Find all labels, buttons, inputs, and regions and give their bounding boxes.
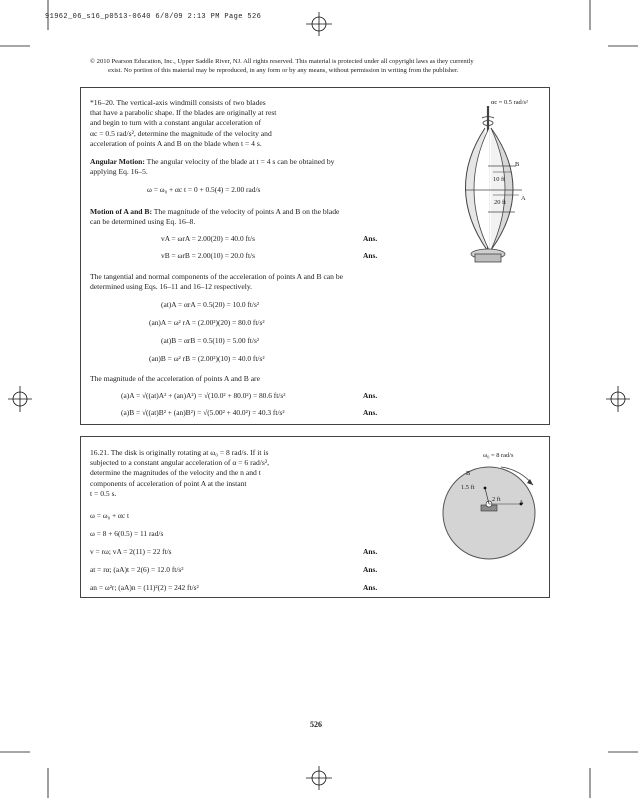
equation-vB: vB = ωrB = 2.00(10) = 20.0 ft/s (161, 251, 255, 260)
point-b-label: B (466, 470, 471, 477)
equation-anA: (an)A = ω² rA = (2.00²)(20) = 80.0 ft/s² (149, 318, 265, 327)
equation-atB: (at)B = αrB = 0.5(10) = 5.00 ft/s² (161, 336, 260, 345)
dimension-1-5ft: 1.5 ft (461, 484, 475, 491)
tangential-normal-paragraph (90, 272, 343, 292)
equation-omega: ω = ω₀ + αc t = 0 + 0.5(4) = 2.00 rad/s (147, 185, 261, 194)
angular-motion-heading: Angular Motion: (90, 157, 145, 166)
statement-line: *16–20. The vertical-axis windmill consists of two blades (90, 98, 266, 107)
answer-label: Ans. (363, 251, 378, 260)
statement-line: acceleration of points A and B on the blade when t = 4 s. (90, 138, 262, 148)
equation-anB: (an)B = ω² rB = (2.00²)(10) = 40.0 ft/s² (149, 354, 265, 363)
tangential-text-2: determined using Eqs. 16–11 and 16–12 respectively. (90, 282, 253, 292)
windmill-figure (443, 94, 547, 284)
copyright-line-2: exist. No portion of this material may be reproduced, in any form or by any means, without permission in writing from the publisher. (108, 67, 459, 74)
dimension-10ft: 10 ft (493, 176, 505, 183)
answer-label: Ans. (363, 408, 378, 417)
answer-label: Ans. (363, 583, 378, 592)
alpha-label: αc = 0.5 rad/s² (491, 99, 528, 106)
print-slug: 91962_06_s16_p0513-0640 6/8/09 2:13 PM Page 526 (45, 13, 262, 21)
point-b-label: B (515, 161, 520, 168)
statement-line: 16.21. The disk is originally rotating at ω₀ = 8 rad/s. If it is (90, 448, 269, 457)
equation-1: ω = ω₀ + αc t (90, 511, 130, 520)
equation-aB: (a)B = √((at)B² + (an)B²) = √(5.00² + 40.0²) = 40.3 ft/s² (121, 408, 285, 417)
equation-vA: vA = ωrA = 2.00(20) = 40.0 ft/s (161, 234, 255, 243)
point-a-label: A (519, 499, 524, 506)
statement-line: determine the magnitudes of the velocity and the n and t (90, 468, 261, 478)
equation-aA: (a)A = √((at)A² + (an)A²) = √(10.0² + 80.0²) = 80.6 ft/s² (121, 391, 286, 400)
page-number: 526 (310, 720, 322, 729)
motion-ab-paragraph (90, 207, 339, 227)
dimension-2ft: 2 ft (492, 496, 501, 503)
angular-motion-paragraph (90, 157, 334, 177)
statement-line: subjected to a constant angular acceleration of α = 6 rad/s², (90, 458, 270, 468)
problem-16-21-panel (80, 436, 550, 598)
equation-3: v = rω; vA = 2(11) = 22 ft/s (90, 547, 172, 556)
equation-5: an = ω²r; (aA)n = (11)²(2) = 242 ft/s² (90, 583, 199, 592)
angular-motion-text-2: applying Eq. 16–5. (90, 167, 148, 177)
omega-label: ω₀ = 8 rad/s (483, 452, 514, 459)
angular-motion-text: The angular velocity of the blade at t = 4 s can be obtained by (144, 157, 335, 166)
statement-line: t = 0.5 s. (90, 488, 117, 498)
problem-statement (90, 98, 276, 149)
answer-label: Ans. (363, 565, 378, 574)
statement-line: and begin to turn with a constant angular acceleration of (90, 118, 262, 128)
problem-16-20-panel (80, 87, 550, 425)
motion-ab-heading: Motion of A and B: (90, 207, 153, 216)
equation-atA: (at)A = αrA = 0.5(20) = 10.0 ft/s² (161, 300, 260, 309)
statement-line: that have a parabolic shape. If the blades are originally at rest (90, 108, 277, 118)
magnitude-text: The magnitude of the acceleration of points A and B are (90, 374, 260, 383)
statement-line: αc = 0.5 rad/s², determine the magnitude of the velocity and (90, 128, 272, 138)
equation-2: ω = 8 + 6(0.5) = 11 rad/s (90, 529, 164, 538)
motion-ab-text-2: can be determined using Eq. 16–8. (90, 217, 196, 227)
answer-label: Ans. (363, 391, 378, 400)
answer-label: Ans. (363, 547, 378, 556)
tangential-text-1: The tangential and normal components of the acceleration of points A and B can be (90, 272, 344, 281)
answer-label: Ans. (363, 234, 378, 243)
copyright-line-1: © 2010 Pearson Education, Inc., Upper Saddle River, NJ. All rights reserved. This material is protected under all copyright laws as they currently (90, 58, 474, 65)
copyright-notice (90, 57, 560, 75)
motion-ab-text: The magnitude of the velocity of points A and B on the blade (152, 207, 340, 216)
statement-line: components of acceleration of point A at the instant (90, 478, 247, 488)
problem-statement (90, 448, 269, 499)
dimension-20ft: 20 ft (494, 199, 506, 206)
point-a-label: A (521, 195, 526, 202)
equation-4: at = rα; (aA)t = 2(6) = 12.0 ft/s² (90, 565, 184, 574)
disk-figure (441, 455, 547, 595)
